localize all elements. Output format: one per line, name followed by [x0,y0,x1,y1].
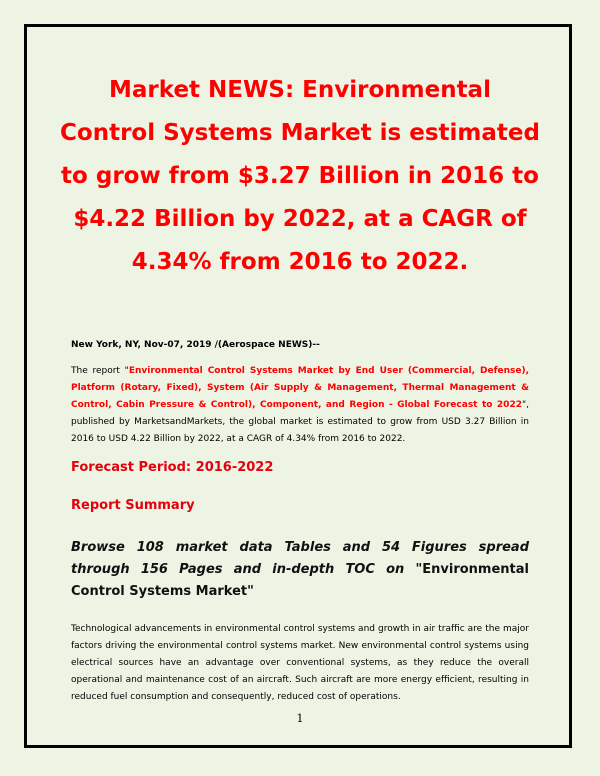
report-summary-heading: Report Summary [71,498,195,513]
dateline: New York, NY, Nov-07, 2019 /(Aerospace NEWS)-- [71,340,320,350]
browse-statement [71,537,529,603]
page-number: 1 [296,712,304,725]
intro-prefix: The report " [71,366,129,376]
report-title: Environmental Control Systems Market by End User (Commercial, Defense), Platform (Rotary, Fixed), System (Air Supply & Management, Thermal Management & Control, Cabin Pressure & Control), Component, and Region - Global Forecast to 2022 [71,366,530,410]
forecast-period-heading: Forecast Period: 2016-2022 [71,460,274,475]
summary-paragraph: Technological advancements in environmental control systems and growth in air traffic are the major factors driving the environmental control systems market. New environmental control systems using electrical sources have an advantage over conventional systems, as they reduce the overall operational and maintenance cost of an aircraft. Such aircraft are more energy efficient, resulting in reduced fuel consumption and consequently, reduced cost of operations. [71,624,529,702]
intro-suffix: ", published by MarketsandMarkets, the global market is estimated to grow from USD 3.27 Billion in 2016 to USD 4.22 Billion by 2022, at a CAGR of 4.34% from 2016 to 2022. [71,400,529,444]
headline: Market NEWS: Environmental Control Systems Market is estimated to grow from $3.27 Billion in 2016 to $4.22 Billion by 2022, at a CAGR of 4.34% from 2016 to 2022. [60,77,540,275]
browse-market-name: "Environmental Control Systems Market" [71,562,529,599]
intro-paragraph [71,363,529,448]
browse-italic: Browse 108 market data Tables and 54 Figures spread through 156 Pages and in-depth TOC on [71,540,529,577]
